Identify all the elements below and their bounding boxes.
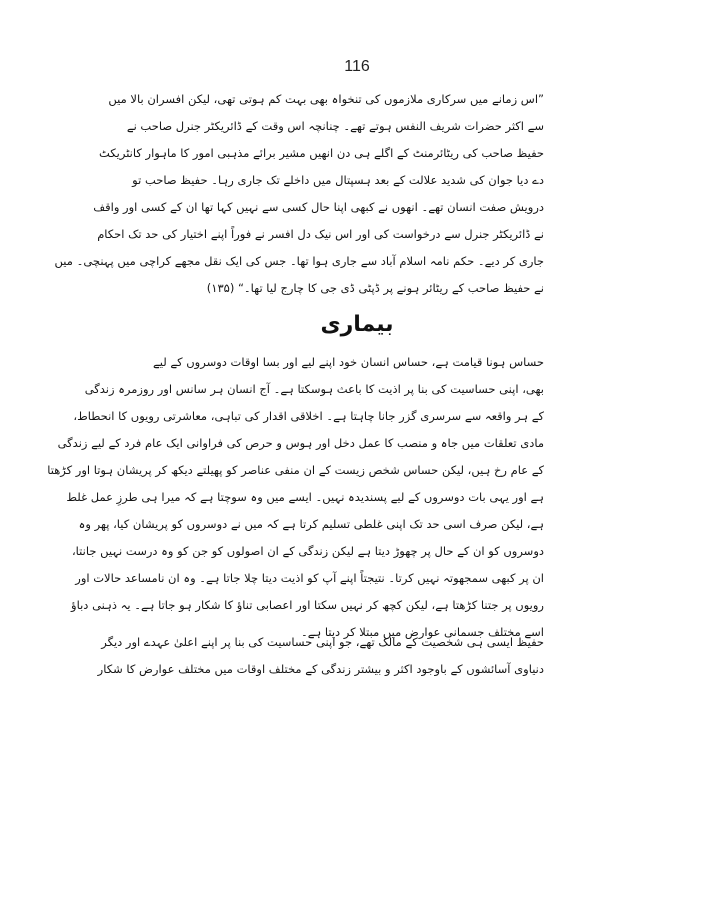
text-line: حفیظ ایسی ہی شخصیت کے مالک تھے، جو اپنی حساسیت کی بنا پر اپنے اعلیٰ عہدے اور دیگر [101, 635, 544, 649]
text-line: رویوں پر جتنا کڑھتا ہے، لیکن کچھ کر نہیں سکتا اور اعصابی تناؤ کا شکار ہو جاتا ہے۔ یہ ذہنی دباؤ [71, 598, 544, 612]
text-line: ان پر کبھی سمجھوتہ نہیں کرتا۔ نتیجتاً اپنے آپ کو اذیت دیتا چلا جاتا ہے۔ وہ ان نامساعد حالات اور [75, 571, 544, 585]
text-line: دنیاوی آسائشوں کے باوجود اکثر و بیشتر زندگی کے مختلف اوقات میں مختلف عوارض کا شکار [97, 662, 544, 676]
text-line: مادی تعلقات میں جاہ و منصب کا عمل دخل اور ہوس و حرص کی فراوانی ایک عام فرد کے لیے زندگی [57, 436, 544, 450]
text-line: حساس ہونا قیامت ہے، حساس انسان خود اپنے لیے اور بسا اوقات دوسروں کے لیے [152, 355, 544, 369]
text-line: کے ہر واقعہ سے سرسری گزر جانا چاہتا ہے۔ اخلاقی اقدار کی تباہی، معاشرتی رویوں کا انحطاط، [73, 409, 544, 423]
section-heading: بیماری [320, 312, 394, 337]
text-line: نے حفیظ صاحب کے ریٹائر ہونے پر ڈپٹی ڈی جی کا چارج لیا تھا۔“ (۱۳۵) [206, 281, 544, 295]
text-line: ”اس زمانے میں سرکاری ملازموں کی تنخواہ بھی بہت کم ہوتی تھی، لیکن افسران بالا میں [108, 92, 544, 106]
text-line: حفیظ صاحب کی ریٹائرمنٹ کے اگلے ہی دن انھیں مشیر برائے مذہبی امور کا ماہوار کانٹریکٹ [99, 146, 544, 160]
text-line: سے اکثر حضرات شریف النفس ہوتے تھے۔ چنانچہ اس وقت کے ڈائریکٹر جنرل صاحب نے [126, 119, 544, 133]
text-line: کے عام رخ ہیں، لیکن حساس شخص زیست کے ان منفی عناصر کو پھیلتے دیکھ کر پریشان ہوتا اور کڑھتا [47, 463, 544, 477]
page-number: 116 [344, 58, 370, 75]
quote-paragraph [54, 86, 544, 302]
text-line: اسے مختلف جسمانی عوارض میں مبتلا کر دیتا ہے۔ [300, 625, 544, 639]
hafeez-paragraph [97, 629, 544, 683]
text-line: نے ڈائریکٹر جنرل سے درخواست کی اور اس نیک دل افسر نے فوراً اپنے اختیار کی حد تک احکام [97, 227, 544, 241]
text-line: درویش صفت انسان تھے۔ انھوں نے کبھی اپنا حال کسی سے نہیں کہا تھا ان کے کسی اور واقف [93, 200, 544, 214]
text-line: دوسروں کو ان کے حال پر چھوڑ دیتا ہے لیکن زندگی کے ان اصولوں کو جن کو وہ درست نہیں جانتا، [71, 544, 544, 558]
text-line: دے دیا جوان کی شدید علالت کے بعد ہسپتال میں داخلے تک جاری رہا۔ حفیظ صاحب تو [132, 173, 544, 187]
text-line: ہے، لیکن صرف اسی حد تک اپنی غلطی تسلیم کرتا ہے کہ میں نے دوسروں کو پریشان کیا، پھر وہ [78, 517, 544, 531]
text-line: جاری کر دیے۔ حکم نامہ اسلام آباد سے جاری ہوا تھا۔ جس کی ایک نقل مجھے کراچی میں پہنچی۔ میں [54, 254, 544, 268]
text-line: بھی، اپنی حساسیت کی بنا پر اذیت کا باعث ہوسکتا ہے۔ آج انسان ہر سانس اور روزمرہ زندگی [84, 382, 544, 396]
illness-paragraph [47, 349, 544, 646]
text-line: ہے اور یہی بات دوسروں کے لیے پسندیدہ نہیں۔ ایسے میں وہ سوچتا ہے کہ میرا ہی طرزِ عمل غلط [66, 490, 544, 504]
